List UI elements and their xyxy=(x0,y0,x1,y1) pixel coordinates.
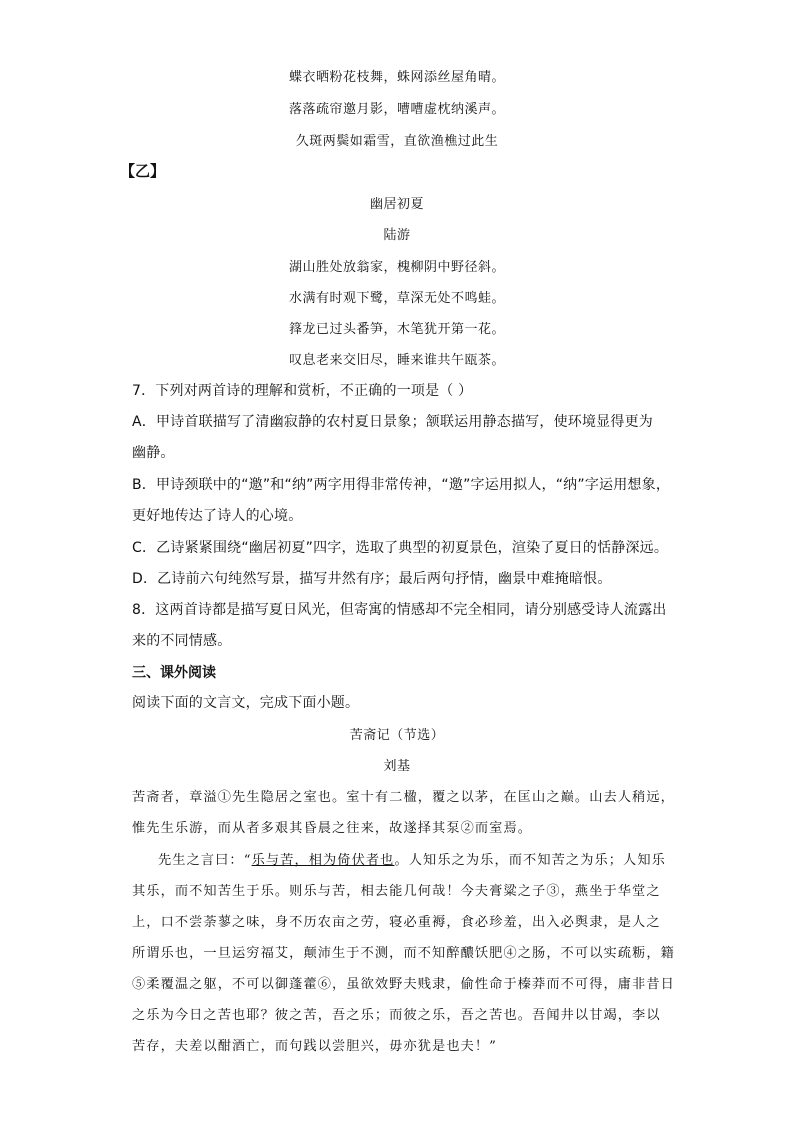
question-7-option-c: C．乙诗紧紧围绕“幽居初夏”四字，选取了典型的初夏景色，渲染了夏日的恬静深远。 xyxy=(132,540,669,556)
question-7-option-a: A．甲诗首联描写了清幽寂静的农村夏日景象；颔联运用静态描写，使环境显得更为 xyxy=(132,414,653,430)
poem-yi-line: 水满有时观下鹭，草深无处不鸣蛙。 xyxy=(288,291,505,306)
question-7-option-b-cont: 更好地传达了诗人的心境。 xyxy=(132,508,303,524)
question-8-cont: 来的不同情感。 xyxy=(132,633,232,649)
passage-line: ⑤柔覆温之躯，不可以御蓬藿⑥，虽欲效野夫贱隶，偷性命于榛莽而不可得，庸非昔日 xyxy=(132,977,675,992)
poem-jia-line: 久斑两鬓如霜雪，直欲渔樵过此生 xyxy=(295,134,499,149)
passage-line: 其乐，而不知苦生于乐。则乐与苦，相去能几何哉！今夫膏粱之子③，燕坐于华堂之 xyxy=(132,884,661,899)
passage-line xyxy=(158,849,666,868)
passage-line: 惟先生乐游，而从者多艰其昏晨之往来，故遂择其泵②而室焉。 xyxy=(132,821,533,836)
passage-line: 所谓乐也，一旦运穷福艾，颠沛生于不测，而不知醉醲饫肥④之肠，不可以实疏粝，籍 xyxy=(132,946,675,961)
question-7-option-a-cont: 幽静。 xyxy=(132,445,175,461)
passage-title: 苦斋记（节选） xyxy=(349,728,445,743)
poem-jia-line: 蝶衣晒粉花枝舞，蛛网添丝屋角晴。 xyxy=(288,70,505,85)
question-7-option-d: D．乙诗前六句纯然写景，描写井然有序；最后两句抒情，幽景中难掩暗恨。 xyxy=(132,571,612,587)
section-intro: 阅读下面的文言文，完成下面小题。 xyxy=(132,695,360,711)
question-7-stem: 7．下列对两首诗的理解和赏析，不正确的一项是（ ） xyxy=(132,383,473,399)
poem-yi-title: 幽居初夏 xyxy=(369,197,424,212)
poem-yi-line: 箨龙已过头番笋，木笔犹开第一花。 xyxy=(288,322,505,337)
passage-segment: 先生之言曰：“ xyxy=(158,853,252,868)
poem-yi-author: 陆游 xyxy=(383,228,411,243)
poem-yi-line: 叹息老来交旧尽，睡来谁共午瓯茶。 xyxy=(288,353,505,368)
question-8: 8．这两首诗都是描写夏日风光，但寄寓的情感却不完全相同，请分别感受诗人流露出 xyxy=(132,602,667,618)
question-7-option-b: B．甲诗颈联中的“邀”和“纳”两字用得非常传神，“邀”字运用拟人，“纳”字运用想象， xyxy=(132,477,671,493)
section-heading: 三、课外阅读 xyxy=(132,665,216,681)
passage-segment: 。人知乐之为乐，而不知苦之为乐；人知乐 xyxy=(394,853,666,868)
passage-line: 之乐为今日之苦也耶？彼之苦，吾之乐；而彼之乐，吾之苦也。吾闻井以甘竭，李以 xyxy=(132,1008,661,1023)
passage-author: 刘基 xyxy=(383,759,411,774)
underlined-phrase: 乐与苦，相为倚伏者也 xyxy=(251,853,395,868)
passage-line: 苦存，夫差以酣酒亡，而句践以尝胆兴，毋亦犹是也夫！” xyxy=(132,1039,498,1054)
poem-yi-line: 湖山胜处放翁家，槐柳阴中野径斜。 xyxy=(288,260,505,275)
passage-line: 上，口不尝荼蓼之味，身不历农亩之劳，寝必重褥，食必珍羞，出入必舆隶，是人之 xyxy=(132,915,661,930)
passage-line: 苦斋者，章溢①先生隐居之室也。室十有二楹，覆之以茅，在匡山之巅。山去人稍远， xyxy=(132,790,675,805)
poem-jia-line: 落落疏帘邀月影，嘈嘈虚枕纳溪声。 xyxy=(288,102,505,117)
poem-yi-label: 【乙】 xyxy=(120,162,166,180)
